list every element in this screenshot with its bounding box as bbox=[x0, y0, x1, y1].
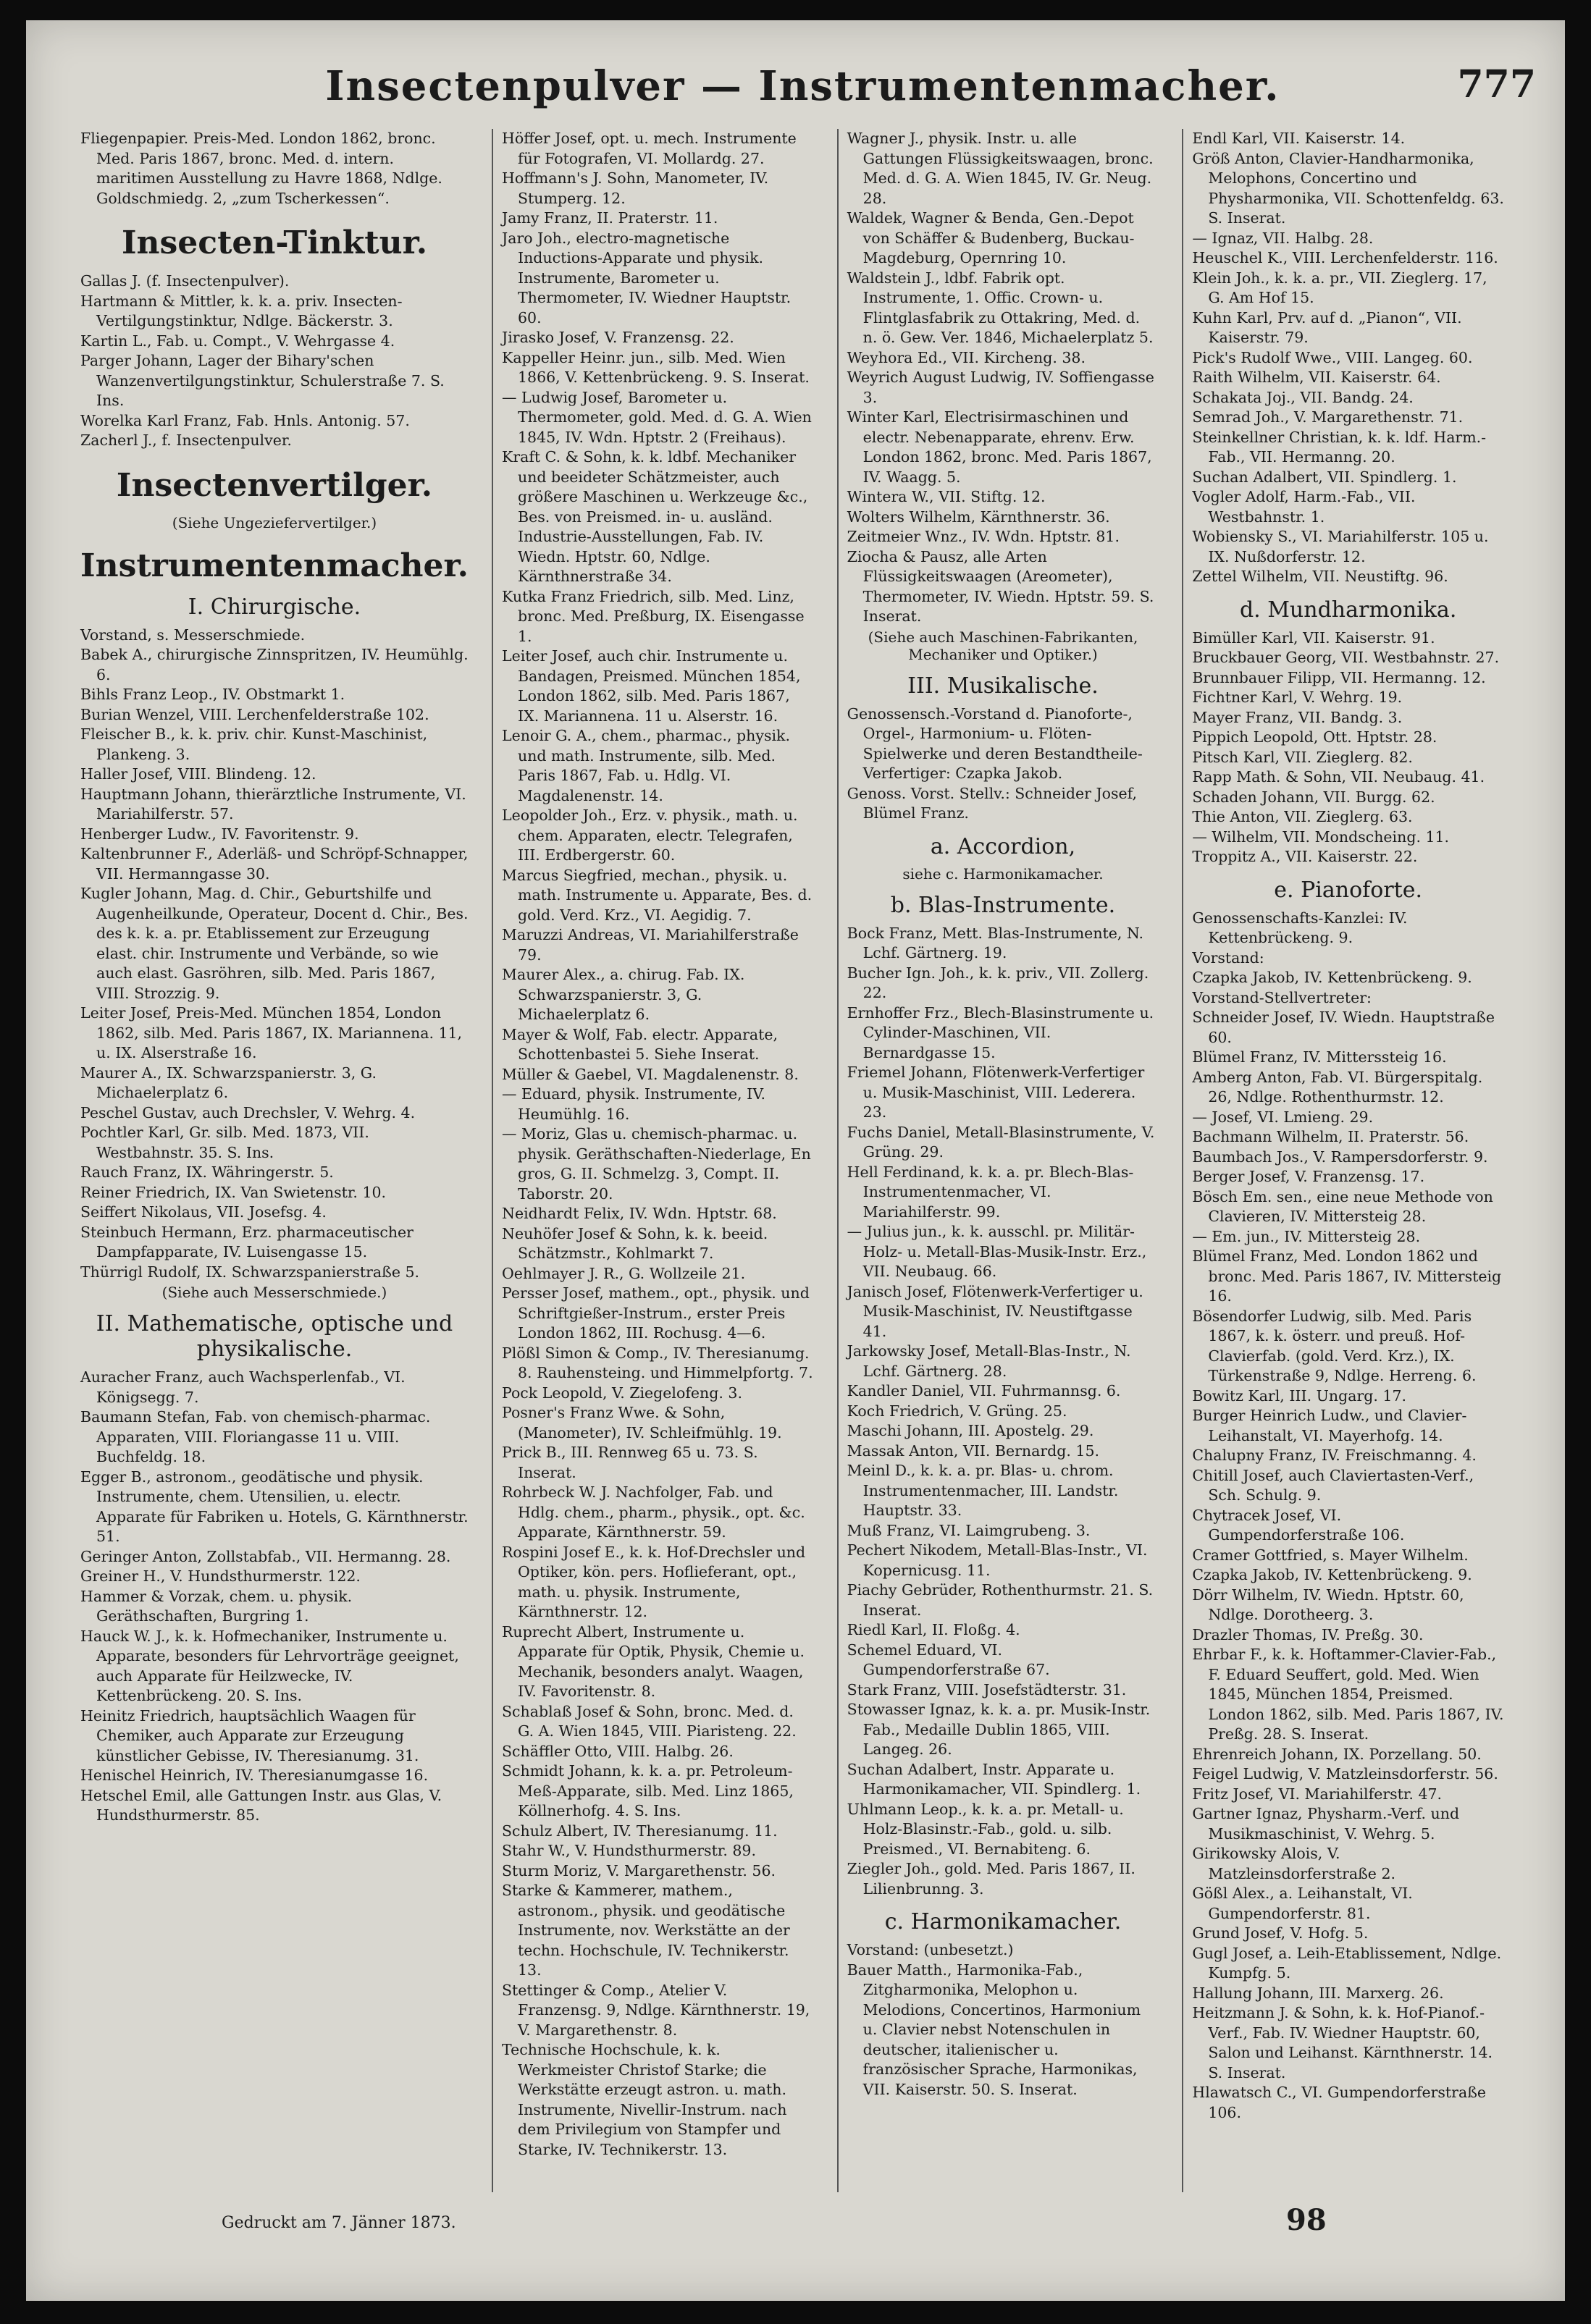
directory-entry: Fuchs Daniel, Metall-Blasinstrumente, V. Grüng. 29. bbox=[847, 1123, 1155, 1161]
directory-entry: Kutka Franz Friedrich, silb. Med. Linz, bronc. Med. Preßburg, IX. Eisengasse 1. bbox=[502, 587, 805, 645]
subsection-heading: e. Pianoforte. bbox=[1274, 877, 1423, 903]
directory-entry: Ziocha & Pausz, alle Arten Flüssigkeitswaagen (Areometer), Thermometer, IV. Wiedn. Hptstr. 59. S. Inserat. bbox=[847, 547, 1154, 625]
column-4 bbox=[1182, 129, 1514, 2192]
directory-entry: Neuhöfer Josef & Sohn, k. k. beeid. Schätzmstr., Kohlmarkt 7. bbox=[502, 1224, 768, 1262]
directory-entry: Pick's Rudolf Wwe., VIII. Langeg. 60. bbox=[1192, 348, 1473, 366]
cross-reference-note: (Siehe Ungeziefervertilger.) bbox=[172, 513, 377, 531]
directory-entry: Babek A., chirurgische Zinnspritzen, IV. Heumühlg. 6. bbox=[80, 646, 469, 683]
directory-entry: Kappeller Heinr. jun., silb. Med. Wien 1866, V. Kettenbrückeng. 9. S. Inserat. bbox=[502, 348, 810, 386]
directory-entry: Thürrigl Rudolf, IX. Schwarzspanierstraße 5. bbox=[80, 1263, 420, 1281]
directory-entry: Hauck W. J., k. k. Hofmechaniker, Instrumente u. Apparate, besonders für Lehrvorträge geeignet, auch Apparate für Heilzwecke, IV. Kettenbrückeng. 20. S. Ins. bbox=[80, 1627, 459, 1704]
directory-entry: Heinitz Friedrich, hauptsächlich Waagen für Chemiker, auch Apparate zur Erzeugung künstlicher Gebisse, IV. Theresianumg. 31. bbox=[80, 1706, 419, 1764]
directory-entry: Hoffmann's J. Sohn, Manometer, IV. Stumperg. 12. bbox=[502, 169, 769, 207]
directory-entry: Bösendorfer Ludwig, silb. Med. Paris 1867, k. k. österr. und preuß. Hof-Clavierfab. (gold. Verd. Krz.), IX. Türkenstraße 9, Ndlge. Herreng. 6. bbox=[1192, 1307, 1477, 1384]
directory-entry: Berger Josef, V. Franzensg. 17. bbox=[1192, 1168, 1425, 1185]
directory-entry: Uhlmann Leop., k. k. a. pr. Metall- u. Holz-Blasinstr.-Fab., gold. u. silb. Preismed., VI. Bernabiteng. 6. bbox=[847, 1800, 1124, 1858]
directory-entry: Wolters Wilhelm, Kärnthnerstr. 36. bbox=[847, 508, 1110, 526]
directory-entry: Maurer A., IX. Schwarzspanierstr. 3, G. Michaelerplatz 6. bbox=[80, 1064, 377, 1101]
directory-entry: Schakata Joj., VII. Bandg. 24. bbox=[1192, 388, 1414, 406]
directory-entry: Heitzmann J. & Sohn, k. k. Hof-Pianof.-Verf., Fab. IV. Wiedner Hauptstr. 60, Salon und Leihanst. Kärnthnerstr. 14. S. Inserat. bbox=[1192, 2004, 1493, 2081]
directory-entry: Wintera W., VII. Stiftg. 12. bbox=[847, 488, 1046, 505]
directory-entry: Rapp Math. & Sohn, VII. Neubaug. 41. bbox=[1192, 768, 1485, 786]
directory-entry: Gartner Ignaz, Physharm.-Verf. und Musikmaschinist, V. Wehrg. 5. bbox=[1192, 1805, 1460, 1843]
directory-entry: Worelka Karl Franz, Fab. Hnls. Antonig. 57. bbox=[80, 411, 410, 429]
directory-entry: Piachy Gebrüder, Rothenthurmstr. 21. S. Inserat. bbox=[847, 1581, 1154, 1619]
directory-entry: — Ignaz, VII. Halbg. 28. bbox=[1192, 229, 1374, 247]
directory-entry: Sturm Moriz, V. Margarethenstr. 56. bbox=[502, 1861, 776, 1879]
directory-entry: Winter Karl, Electrisirmaschinen und electr. Nebenapparate, ehrenv. Erw. London 1862, bronc. Med. Paris 1867, IV. Waagg. 5. bbox=[847, 408, 1152, 486]
directory-entry: — Eduard, physik. Instrumente, IV. Heumühlg. 16. bbox=[502, 1085, 765, 1123]
directory-entry: Bock Franz, Mett. Blas-Instrumente, N. Lchf. Gärtnerg. 19. bbox=[847, 924, 1144, 961]
directory-entry: Vorstand-Stellvertreter: bbox=[1192, 988, 1372, 1006]
directory-entry: Suchan Adalbert, VII. Spindlerg. 1. bbox=[1192, 468, 1457, 486]
directory-entry: Chitill Josef, auch Claviertasten-Verf., Sch. Schulg. 9. bbox=[1192, 1466, 1474, 1504]
directory-entry: Jirasko Josef, V. Franzensg. 22. bbox=[502, 329, 734, 346]
directory-entry: Bucher Ign. Joh., k. k. priv., VII. Zollerg. 22. bbox=[847, 964, 1149, 1001]
footer-page-number: 98 bbox=[1286, 2203, 1327, 2237]
directory-entry: Pock Leopold, V. Ziegelofeng. 3. bbox=[502, 1384, 742, 1402]
directory-entry: Burian Wenzel, VIII. Lerchenfelderstraße 102. bbox=[80, 705, 429, 723]
directory-entry: Massak Anton, VII. Bernardg. 15. bbox=[847, 1441, 1100, 1460]
directory-entry: Waldek, Wagner & Benda, Gen.-Depot von Schäffer & Budenberg, Buckau-Magdeburg, Opernring 10. bbox=[847, 209, 1135, 266]
directory-entry: Ziegler Joh., gold. Med. Paris 1867, II. Lilienbrunng. 3. bbox=[847, 1860, 1135, 1898]
directory-entry: Stark Franz, VIII. Josefstädterstr. 31. bbox=[847, 1680, 1127, 1698]
directory-entry: Koch Friedrich, V. Grüng. 25. bbox=[847, 1402, 1067, 1420]
directory-entry: Ruprecht Albert, Instrumente u. Apparate für Optik, Physik, Chemie u. Mechanik, besonders analyt. Waagen, IV. Favoritenstr. 8. bbox=[502, 1622, 805, 1700]
directory-entry: Genoss. Vorst. Stellv.: Schneider Josef, Blümel Franz. bbox=[847, 784, 1138, 822]
directory-entry: Reiner Friedrich, IX. Van Swietenstr. 10. bbox=[80, 1183, 387, 1201]
directory-entry: Semrad Joh., V. Margarethenstr. 71. bbox=[1192, 408, 1464, 426]
directory-entry: Pechert Nikodem, Metall-Blas-Instr., VI. Kopernicusg. 11. bbox=[847, 1541, 1148, 1579]
directory-entry: Schneider Josef, IV. Wiedn. Hauptstraße 60. bbox=[1192, 1009, 1495, 1046]
directory-entry: Feigel Ludwig, V. Matzleinsdorferstr. 56. bbox=[1192, 1765, 1498, 1782]
directory-entry: Ehrbar F., k. k. Hoftammer-Clavier-Fab., F. Eduard Seuffert, gold. Med. Wien 1845, München 1854, Preismed. London 1862, silb. Med. Paris 1867, IV. Preßg. 28. S. Inserat. bbox=[1192, 1646, 1504, 1743]
directory-entry: Stettinger & Comp., Atelier V. Franzensg. 9, Ndlge. Kärnthnerstr. 19, V. Margarethenstr. 8. bbox=[502, 1981, 810, 2039]
directory-entry: — Em. jun., IV. Mittersteig 28. bbox=[1192, 1227, 1421, 1245]
directory-entry: Kugler Johann, Mag. d. Chir., Geburtshilfe und Augenheilkunde, Operateur, Docent d. Chir., Bes. des k. k. a. pr. Etablissement zur Erzeugung elast. chir. Instrumente und Verbände, so wie auch elast. Gasröhren, silb. Med. Paris 1867, VIII. Strozzig. 9. bbox=[80, 885, 469, 1002]
directory-entry: Gallas J. (f. Insectenpulver). bbox=[80, 272, 290, 290]
directory-entry: Suchan Adalbert, Instr. Apparate u. Harmonikamacher, VII. Spindlerg. 1. bbox=[847, 1760, 1141, 1798]
directory-entry: Maurer Alex., a. chirug. Fab. IX. Schwarzspanierstr. 3, G. Michaelerplatz 6. bbox=[502, 966, 745, 1023]
directory-entry: Haller Josef, VIII. Blindeng. 12. bbox=[80, 765, 316, 783]
directory-entry: Schaden Johann, VII. Burgg. 62. bbox=[1192, 788, 1435, 806]
cross-reference-note: siehe c. Harmonikamacher. bbox=[902, 864, 1104, 883]
directory-entry: Fichtner Karl, V. Wehrg. 19. bbox=[1192, 689, 1403, 706]
directory-entry: Größ Anton, Clavier-Handharmonika, Melophons, Concertino und Physharmonika, VII. Schottenfeldg. 63. S. Inserat. bbox=[1192, 149, 1504, 227]
directory-entry: Zettel Wilhelm, VII. Neustiftg. 96. bbox=[1192, 568, 1448, 585]
directory-entry: Weyrich August Ludwig, IV. Soffiengasse 3. bbox=[847, 369, 1154, 406]
directory-entry: Bowitz Karl, III. Ungarg. 17. bbox=[1192, 1386, 1407, 1405]
directory-entry: Leopolder Joh., Erz. v. physik., math. u. chem. Apparaten, electr. Telegrafen, III. Erdbergerstr. 60. bbox=[502, 807, 798, 864]
directory-entry: Plößl Simon & Comp., IV. Theresianumg. 8. Rauhensteing. und Himmelpfortg. 7. bbox=[502, 1344, 813, 1381]
subsection-heading: III. Musikalische. bbox=[907, 673, 1099, 699]
directory-entry: Bauer Matth., Harmonika-Fab., Zitgharmonika, Melophon u. Melodions, Concertinos, Harmonium u. Clavier nebst Notenschulen in deutscher, italienischer u. französischer Sprache, Harmonikas, VII. Kaiserstr. 50. S. Inserat. bbox=[847, 1961, 1141, 2098]
directory-entry: — Ludwig Josef, Barometer u. Thermometer, gold. Med. d. G. A. Wien 1845, IV. Wdn. Hptstr. 2 (Freihaus). bbox=[502, 388, 812, 446]
directory-entry: Hammer & Vorzak, chem. u. physik. Geräthschaften, Burgring 1. bbox=[80, 1587, 353, 1625]
directory-entry: Mayer & Wolf, Fab. electr. Apparate, Schottenbastei 5. Siehe Inserat. bbox=[502, 1025, 778, 1063]
directory-entry: Pippich Leopold, Ott. Hptstr. 28. bbox=[1192, 728, 1437, 746]
directory-entry: Gößl Alex., a. Leihanstalt, VI. Gumpendorferstr. 81. bbox=[1192, 1885, 1413, 1922]
directory-entry: Vorstand, s. Messerschmiede. bbox=[80, 626, 306, 644]
directory-entry: Bruckbauer Georg, VII. Westbahnstr. 27. bbox=[1192, 649, 1500, 666]
directory-entry: Endl Karl, VII. Kaiserstr. 14. bbox=[1192, 130, 1406, 147]
directory-entry: Posner's Franz Wwe. & Sohn, (Manometer), IV. Schleifmühlg. 19. bbox=[502, 1404, 782, 1441]
directory-entry: Maruzzi Andreas, VI. Mariahilferstraße 79. bbox=[502, 926, 799, 964]
section-heading: Instrumentenmacher. bbox=[80, 547, 469, 584]
directory-entry: Ernhoffer Frz., Blech-Blasinstrumente u. Cylinder-Maschinen, VII. Bernardgasse 15. bbox=[847, 1003, 1154, 1061]
directory-entry: Schäffler Otto, VIII. Halbg. 26. bbox=[502, 1742, 734, 1760]
directory-entry: Geringer Anton, Zollstabfab., VII. Hermanng. 28. bbox=[80, 1547, 451, 1565]
directory-entry: Jamy Franz, II. Praterstr. 11. bbox=[502, 209, 718, 227]
directory-entry: Baumbach Jos., V. Rampersdorferstr. 9. bbox=[1192, 1148, 1488, 1166]
directory-entry: Steinkellner Christian, k. k. ldf. Harm.-Fab., VII. Hermanng. 20. bbox=[1192, 428, 1487, 466]
subsection-heading: II. Mathematische, optische und physikalische. bbox=[96, 1311, 453, 1362]
directory-entry: Zeitmeier Wnz., IV. Wdn. Hptstr. 81. bbox=[847, 528, 1120, 545]
directory-entry: Technische Hochschule, k. k. Werkmeister Christof Starke; die Werkstätte erzeugt astron. u. math. Instrumente, Nivellir-Instrum. nach dem Privilegium von Stampfer und Starke, IV. Technikerstr. 13. bbox=[502, 2041, 787, 2158]
directory-entry: Mayer Franz, VII. Bandg. 3. bbox=[1192, 708, 1403, 726]
directory-entry: Bösch Em. sen., eine neue Methode von Clavieren, IV. Mittersteig 28. bbox=[1192, 1187, 1493, 1225]
directory-entry: Riedl Karl, II. Floßg. 4. bbox=[847, 1621, 1020, 1638]
directory-entry: Blümel Franz, IV. Mitterssteig 16. bbox=[1192, 1048, 1447, 1066]
directory-entry: Chytracek Josef, VI. Gumpendorferstraße 106. bbox=[1192, 1506, 1405, 1544]
directory-entry: Waldstein J., ldbf. Fabrik opt. Instrumente, 1. Offic. Crown- u. Flintglasfabrik zu Ottakring, Med. d. n. ö. Gew. Ver. 1846, Michaelerplatz 5. bbox=[847, 269, 1154, 346]
directory-entry: Rospini Josef E., k. k. Hof-Drechsler und Optiker, kön. pers. Hoflieferant, opt., math. u. physik. Instrumente, Kärnthnerstr. 12. bbox=[502, 1543, 806, 1620]
directory-entry: Drazler Thomas, IV. Preßg. 30. bbox=[1192, 1625, 1424, 1643]
section-heading: Insectenvertilger. bbox=[116, 466, 433, 504]
directory-entry: — Julius jun., k. k. ausschl. pr. Militär-Holz- u. Metall-Blas-Musik-Instr. Erz., VII. Neubaug. 66. bbox=[847, 1223, 1147, 1280]
directory-entry: Wagner J., physik. Instr. u. alle Gattungen Flüssigkeitswaagen, bronc. Med. d. G. A. Wien 1845, IV. Gr. Neug. 28. bbox=[847, 130, 1154, 207]
directory-entry: Lenoir G. A., chem., pharmac., physik. und math. Instrumente, silb. Med. Paris 1867, Fab. u. Hdlg. VI. Magdalenenstr. 14. bbox=[502, 727, 790, 804]
directory-entry: Zacherl J., f. Insectenpulver. bbox=[80, 431, 292, 449]
directory-entry: Janisch Josef, Flötenwerk-Verfertiger u. Musik-Maschinist, IV. Neustiftgasse 41. bbox=[847, 1282, 1143, 1340]
directory-entry: Hauptmann Johann, thierärztliche Instrumente, VI. Mariahilferstr. 57. bbox=[80, 785, 466, 822]
directory-entry: Rohrbeck W. J. Nachfolger, Fab. und Hdlg. chem., pharm., physik., opt. &c. Apparate, Kärnthnerstr. 59. bbox=[502, 1483, 805, 1541]
directory-entry: Neidhardt Felix, IV. Wdn. Hptstr. 68. bbox=[502, 1205, 777, 1222]
directory-entry: Bachmann Wilhelm, II. Praterstr. 56. bbox=[1192, 1128, 1469, 1145]
directory-entry: Seiffert Nikolaus, VII. Josefsg. 4. bbox=[80, 1203, 327, 1221]
directory-entry: Leiter Josef, Preis-Med. München 1854, London 1862, silb. Med. Paris 1867, IX. Mariannena. 11, u. IX. Alserstraße 16. bbox=[80, 1004, 463, 1061]
directory-entry: Prick B., III. Rennweg 65 u. 73. S. Inserat. bbox=[502, 1444, 758, 1481]
directory-entry: Troppitz A., VII. Kaiserstr. 22. bbox=[1192, 848, 1418, 865]
cross-reference-note: (Siehe auch Maschinen-Fabrikanten, Mechaniker und Optiker.) bbox=[868, 628, 1138, 663]
directory-entry: Fritz Josef, VI. Mariahilferstr. 47. bbox=[1192, 1785, 1443, 1803]
directory-entry: Oehlmayer J. R., G. Wollzeile 21. bbox=[502, 1264, 746, 1282]
print-date-footer: Gedruckt am 7. Jänner 1873. bbox=[222, 2214, 456, 2232]
directory-entry: Greiner H., V. Hundsthurmerstr. 122. bbox=[80, 1567, 361, 1585]
directory-entry: Henberger Ludw., IV. Favoritenstr. 9. bbox=[80, 825, 359, 843]
directory-entry: Pitsch Karl, VII. Zieglerg. 82. bbox=[1192, 748, 1413, 766]
page-header bbox=[70, 49, 1536, 129]
directory-entry: — Josef, VI. Lmieng. 29. bbox=[1192, 1108, 1374, 1126]
directory-entry: Kraft C. & Sohn, k. k. ldbf. Mechaniker und beeideter Schätzmeister, auch größere Maschinen u. Werkzeuge &c., Bes. von Preismed. in- u. ausländ. Industrie-Ausstellungen, Fab. IV. Wiedn. Hptstr. 60, Ndlge. Kärnthnerstraße 34. bbox=[502, 448, 808, 585]
directory-entry: Bimüller Karl, VII. Kaiserstr. 91. bbox=[1192, 628, 1435, 647]
section-heading: Insecten-Tinktur. bbox=[121, 224, 428, 261]
directory-entry: Friemel Johann, Flötenwerk-Verfertiger u. Musik-Maschinist, VIII. Lederera. 23. bbox=[847, 1064, 1145, 1121]
directory-entry: Meinl D., k. k. a. pr. Blas- u. chrom. Instrumentenmacher, III. Landstr. Hauptstr. 33. bbox=[847, 1462, 1119, 1519]
directory-entry: Czapka Jakob, IV. Kettenbrückeng. 9. bbox=[1192, 1566, 1472, 1583]
directory-entry: Cramer Gottfried, s. Mayer Wilhelm. bbox=[1192, 1546, 1469, 1564]
directory-entry: Hlawatsch C., VI. Gumpendorferstraße 106. bbox=[1192, 2084, 1487, 2121]
directory-entry: Peschel Gustav, auch Drechsler, V. Wehrg. 4. bbox=[80, 1103, 416, 1121]
directory-entry: Chalupny Franz, IV. Freischmanng. 4. bbox=[1192, 1447, 1477, 1464]
directory-entry: Kaltenbrunner F., Aderläß- und Schröpf-Schnapper, VII. Hermanngasse 30. bbox=[80, 845, 469, 883]
directory-entry: Schulz Albert, IV. Theresianumg. 11. bbox=[502, 1822, 778, 1840]
directory-entry: Jarkowsky Josef, Metall-Blas-Instr., N. Lchf. Gärtnerg. 28. bbox=[847, 1342, 1131, 1380]
directory-entry: Genossenschafts-Kanzlei: IV. Kettenbrückeng. 9. bbox=[1192, 909, 1408, 946]
directory-entry: Genossensch.-Vorstand d. Pianoforte-, Orgel-, Harmonium- u. Flöten-Spielwerke und deren Bestandtheile-Verfertiger: Czapka Jakob. bbox=[847, 704, 1143, 782]
directory-entry: Schablaß Josef & Sohn, bronc. Med. d. G. A. Wien 1845, VIII. Piaristeng. 22. bbox=[502, 1702, 797, 1740]
column-1 bbox=[80, 129, 479, 2192]
directory-entry: Jaro Joh., electro-magnetische Inductions-Apparate und physik. Instrumente, Barometer u. Thermometer, IV. Wiedner Hauptstr. 60. bbox=[502, 229, 792, 327]
directory-entry: Stahr W., V. Hundsthurmerstr. 89. bbox=[502, 1842, 756, 1859]
directory-entry: Steinbuch Hermann, Erz. pharmaceutischer Dampfapparate, IV. Luisengasse 15. bbox=[80, 1223, 414, 1260]
directory-entry: Thie Anton, VII. Zieglerg. 63. bbox=[1192, 808, 1413, 825]
directory-entry: Hallung Johann, III. Marxerg. 26. bbox=[1192, 1984, 1444, 2002]
directory-entry: Kuhn Karl, Prv. auf d. „Pianon“, VII. Kaiserstr. 79. bbox=[1192, 308, 1462, 346]
directory-entry: Raith Wilhelm, VII. Kaiserstr. 64. bbox=[1192, 369, 1441, 386]
directory-entry: Egger B., astronom., geodätische und physik. Instrumente, chem. Utensilien, u. electr. Apparate für Fabriken u. Hotels, G. Kärnthnerstr. 51. bbox=[80, 1468, 469, 1545]
directory-entry: Kartin L., Fab. u. Compt., V. Wehrgasse 4. bbox=[80, 332, 395, 350]
subsection-heading: d. Mundharmonika. bbox=[1239, 597, 1457, 623]
directory-entry: Bihls Franz Leop., IV. Obstmarkt 1. bbox=[80, 686, 345, 703]
directory-entry: Fliegenpapier. Preis-Med. London 1862, bronc. Med. Paris 1867, bronc. Med. d. intern. maritimen Ausstellung zu Havre 1868, Ndlge. Goldschmiedg. 2, „zum Tscherkessen“. bbox=[80, 130, 442, 207]
directory-entry: Hetschel Emil, alle Gattungen Instr. aus Glas, V. Hundsthurmerstr. 85. bbox=[80, 1786, 442, 1824]
directory-entry: Marcus Siegfried, mechan., physik. u. math. Instrumente u. Apparate, Bes. d. gold. Verd. Krz., VI. Aegidig. 7. bbox=[502, 866, 813, 924]
directory-entry: Vorstand: (unbesetzt.) bbox=[847, 1941, 1014, 1958]
directory-entry: Müller & Gaebel, VI. Magdalenenstr. 8. bbox=[502, 1065, 799, 1083]
directory-entry: — Wilhelm, VII. Mondscheing. 11. bbox=[1192, 828, 1450, 846]
directory-entry: Amberg Anton, Fab. VI. Bürgerspitalg. 26, Ndlge. Rothenthurmstr. 12. bbox=[1192, 1068, 1483, 1106]
directory-entry: Dörr Wilhelm, IV. Wiedn. Hptstr. 60, Ndlge. Dorotheerg. 3. bbox=[1192, 1586, 1464, 1623]
directory-entry: Brunnbauer Filipp, VII. Hermanng. 12. bbox=[1192, 668, 1486, 686]
directory-entry: Stowasser Ignaz, k. k. a. pr. Musik-Instr. Fab., Medaille Dublin 1865, VIII. Langeg. 26. bbox=[847, 1701, 1151, 1758]
directory-entry: Blümel Franz, Med. London 1862 und bronc. Med. Paris 1867, IV. Mittersteig 16. bbox=[1192, 1247, 1502, 1305]
directory-entry: Grund Josef, V. Hofg. 5. bbox=[1192, 1924, 1369, 1942]
directory-entry: Wobiensky S., VI. Mariahilferstr. 105 u. IX. Nußdorferstr. 12. bbox=[1192, 528, 1489, 565]
directory-entry: Baumann Stefan, Fab. von chemisch-pharmac. Apparaten, VIII. Floriangasse 11 u. VIII. Buchfeldg. 18. bbox=[80, 1408, 431, 1465]
directory-entry: Weyhora Ed., VII. Kircheng. 38. bbox=[847, 348, 1086, 366]
column-3 bbox=[837, 129, 1170, 2192]
directory-entry: Schmidt Johann, k. k. a. pr. Petroleum-Meß-Apparate, silb. Med. Linz 1865, Köllnerhofg. 4. S. Ins. bbox=[502, 1762, 794, 1819]
cross-reference-note: (Siehe auch Messerschmiede.) bbox=[161, 1284, 387, 1301]
directory-entry: Czapka Jakob, IV. Kettenbrückeng. 9. bbox=[1192, 969, 1472, 986]
directory-entry: Kandler Daniel, VII. Fuhrmannsg. 6. bbox=[847, 1382, 1121, 1399]
directory-entry: Pochtler Karl, Gr. silb. Med. 1873, VII. Westbahnstr. 35. S. Ins. bbox=[80, 1124, 369, 1161]
directory-entry: — Moriz, Glas u. chemisch-pharmac. u. physik. Geräthschaften-Niederlage, En gros, G. II. Schmelzg. 3, Compt. II. Taborstr. 20. bbox=[502, 1125, 811, 1203]
directory-entry: Auracher Franz, auch Wachsperlenfab., VI. Königsegg. 7. bbox=[80, 1368, 406, 1406]
page-title: Insectenpulver — Instrumentenmacher. bbox=[325, 62, 1280, 110]
directory-entry: Fleischer B., k. k. priv. chir. Kunst-Maschinist, Plankeng. 3. bbox=[80, 725, 428, 763]
directory-entry: Höffer Josef, opt. u. mech. Instrumente für Fotografen, VI. Mollardg. 27. bbox=[502, 130, 797, 167]
directory-entry: Vorstand: bbox=[1192, 948, 1264, 967]
directory-entry: Hell Ferdinand, k. k. a. pr. Blech-Blas-Instrumentenmacher, VI. Mariahilferstr. 99. bbox=[847, 1163, 1134, 1221]
subsection-heading: c. Harmonikamacher. bbox=[884, 1909, 1122, 1934]
directory-entry: Vogler Adolf, Harm.-Fab., VII. Westbahnstr. 1. bbox=[1192, 488, 1416, 526]
directory-entry: Starke & Kammerer, mathem., astronom., physik. und geodätische Instrumente, nov. Werkstätte an der techn. Hochschule, IV. Technikerstr. 13. bbox=[502, 1882, 790, 1979]
directory-entry: Maschi Johann, III. Apostelg. 29. bbox=[847, 1422, 1094, 1439]
directory-entry: Leiter Josef, auch chir. Instrumente u. Bandagen, Preismed. München 1854, London 1862, silb. Med. Paris 1867, IX. Mariannena. 11 u. Alserstr. 16. bbox=[502, 647, 801, 725]
directory-entry: Ehrenreich Johann, IX. Porzellang. 50. bbox=[1192, 1745, 1482, 1763]
directory-entry: Burger Heinrich Ludw., und Clavier-Leihanstalt, VI. Mayerhofg. 14. bbox=[1192, 1407, 1467, 1444]
directory-entry: Girikowsky Alois, V. Matzleinsdorferstraße 2. bbox=[1192, 1845, 1396, 1882]
directory-entry: Heuschel K., VIII. Lerchenfelderstr. 116. bbox=[1192, 249, 1498, 266]
subsection-heading: b. Blas-Instrumente. bbox=[890, 892, 1116, 918]
directory-page bbox=[26, 20, 1565, 2301]
directory-entry: Rauch Franz, IX. Währingerstr. 5. bbox=[80, 1163, 334, 1181]
directory-entry: Parger Johann, Lager der Bihary'schen Wanzenvertilgungstinktur, Schulerstraße 7. S. Ins. bbox=[80, 352, 445, 409]
directory-entry: Gugl Josef, a. Leih-Etablissement, Ndlge. Kumpfg. 5. bbox=[1192, 1944, 1502, 1982]
subsection-heading: I. Chirurgische. bbox=[188, 594, 361, 620]
column-2 bbox=[492, 129, 824, 2192]
page-number: 777 bbox=[1457, 62, 1536, 106]
directory-entry: Henischel Heinrich, IV. Theresianumgasse 16. bbox=[80, 1767, 429, 1784]
directory-entry: Muß Franz, VI. Laimgrubeng. 3. bbox=[847, 1521, 1091, 1539]
directory-entry: Klein Joh., k. k. a. pr., VII. Zieglerg. 17, G. Am Hof 15. bbox=[1192, 269, 1487, 306]
directory-entry: Persser Josef, mathem., opt., physik. und Schriftgießer-Instrum., erster Preis London 1862, III. Rochusg. 4—6. bbox=[502, 1284, 810, 1342]
directory-entry: Schemel Eduard, VI. Gumpendorferstraße 67. bbox=[847, 1641, 1050, 1678]
directory-entry: Hartmann & Mittler, k. k. a. priv. Insecten-Vertilgungstinktur, Ndlge. Bäckerstr. 3. bbox=[80, 292, 403, 329]
subsection-heading: a. Accordion, bbox=[930, 833, 1076, 859]
directory-columns bbox=[80, 129, 1514, 2192]
